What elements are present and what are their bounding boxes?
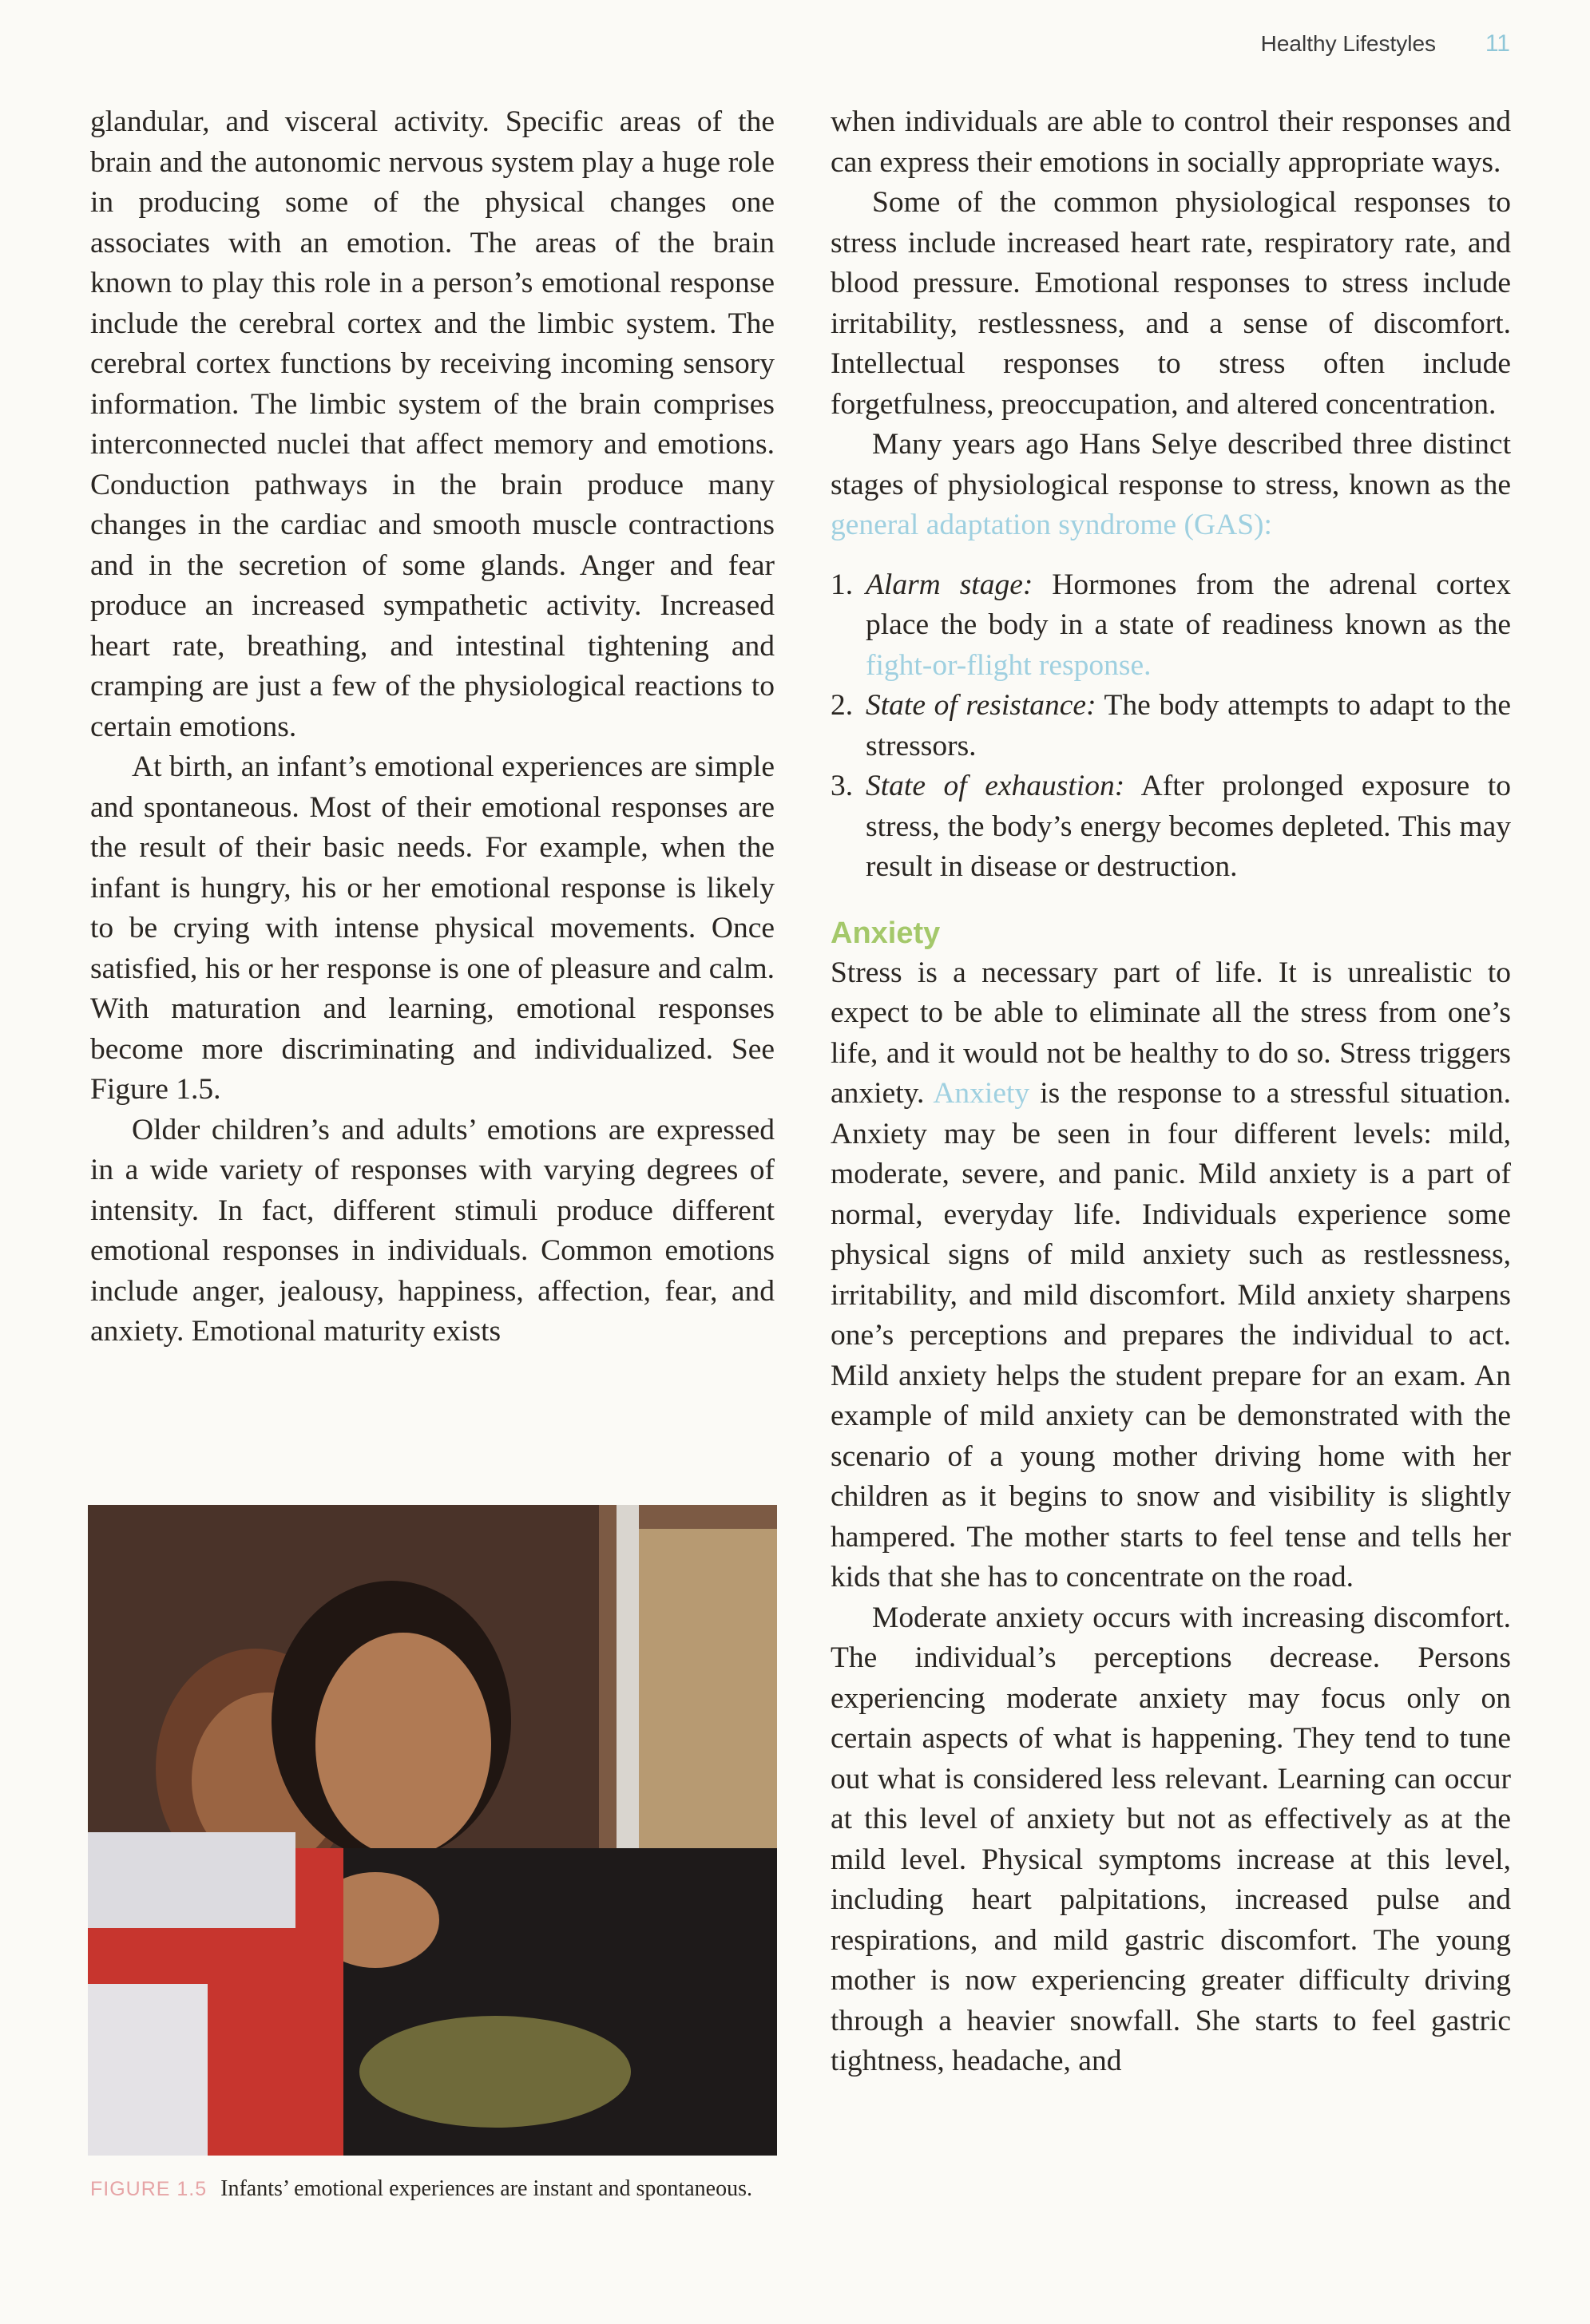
running-head-title: Healthy Lifestyles	[1260, 31, 1437, 56]
stage-name: State of resistance:	[866, 689, 1096, 722]
stage-text: After prolonged exposure to stress, the body’s energy becomes depleted. This may result in disease or destruction.	[866, 770, 1512, 883]
left-paragraph: glandular, and visceral activity. Specific areas of the brain and the autonomic nervous system play a huge role in producing some of the physical changes one associates with an emotion. The areas of the brain known to play this role in a person’s emotional response include the cerebral cortex and the limbic system. The cerebral cortex functions by receiving incoming sensory information. The limbic system of the brain comprises interconnected nuclei that affect memory and emotions. Conduction pathways in the brain produce many changes in the cardiac and smooth muscle contractions and in the secretion of some glands. Anger and fear produce an increased sympathetic activity. Increased heart rate, breathing, and intestinal tightening and cramping are just a few of the physiological reactions to certain emotions.	[90, 105, 775, 743]
key-term: Anxiety	[933, 1077, 1030, 1110]
list-item	[831, 565, 1511, 687]
section-heading: Anxiety	[831, 916, 941, 950]
paragraph-text: is the response to a stressful situation. Anxiety may be seen in four different levels: mild, moderate, severe, and panic. Mild anxiety is a part of normal, everyday life. Individuals experience some physical signs of mild anxiety such as restlessness, irritability, and mild discomfort. Mild anxiety sharpens one’s perceptions and prepares the individual to act. Mild anxiety helps the student prepare for an exam. An example of mild anxiety can be demonstrated with the scenario of a young mother driving home with her children as it begins to snow and visibility is slightly hampered. The mother starts to feel tense and tells her kids that she has to concentrate on the road.	[831, 1077, 1511, 1594]
list-number: 2.	[831, 689, 854, 722]
running-head	[1261, 30, 1510, 57]
left-paragraph: Older children’s and adults’ emotions are expressed in a wide variety of responses with varying degrees of intensity. In fact, different stimuli produce different emotional responses in individuals. Common emotions include anger, jealousy, happiness, affection, fear, and anxiety. Emotional maturity exists	[90, 1113, 775, 1348]
list-item	[831, 686, 1511, 766]
stage-text: The body attempts to adapt to the stressors.	[866, 689, 1511, 762]
figure-caption	[90, 2173, 777, 2205]
right-paragraph: Moderate anxiety occurs with increasing discomfort. The individual’s perceptions decrease. Persons experiencing moderate anxiety may focus only on certain aspects of what is happening. They tend to tune out what is considered less relevant. Learning can occur at this level of anxiety but not as effectively as at the mild level. Physical symptoms increase at this level, including heart palpitations, increased pulse and respirations, and mild gastric discomfort. The young mother is now experiencing greater difficulty driving through a heavier snowfall. She starts to feel gastric tightness, headache, and	[831, 1601, 1511, 2077]
left-column	[90, 102, 775, 1352]
stage-name: Alarm stage:	[866, 568, 1033, 601]
right-paragraph	[831, 425, 1511, 546]
figure-photo	[88, 1505, 777, 2156]
right-paragraph: when individuals are able to control their responses and can express their emotions in socially appropriate ways.	[831, 105, 1511, 179]
page-number: 11	[1485, 30, 1510, 57]
list-number: 3.	[831, 770, 854, 802]
key-term: fight-or-flight response.	[866, 648, 1152, 682]
right-paragraph	[831, 953, 1511, 1598]
list-number: 1.	[831, 568, 854, 601]
left-paragraph: At birth, an infant’s emotional experiences are simple and spontaneous. Most of their emotional responses are the result of their basic needs. For example, when the infant is hungry, his or her emotional response is likely to be crying with intense physical movements. Once satisfied, his or her response is one of pleasure and calm. With maturation and learning, emotional responses become more discriminating and individualized. See Figure 1.5.	[90, 750, 775, 1106]
figure-caption-text: Infants’ emotional experiences are instant and spontaneous.	[220, 2176, 752, 2201]
right-paragraph: Some of the common physiological responses to stress include increased heart rate, respiratory rate, and blood pressure. Emotional responses to stress include irritability, restlessness, and a sense of discomfort. Intellectual responses to stress often include forgetfulness, preoccupation, and altered concentration.	[831, 186, 1511, 421]
stage-text: Hormones from the adrenal cortex place the body in a state of readiness known as the	[866, 568, 1511, 641]
stage-list	[831, 565, 1511, 888]
stage-name: State of exhaustion:	[866, 770, 1125, 802]
paragraph-text: Stress is a necessary part of life. It is unrealistic to expect to be able to eliminate all the stress from one’s life, and it would not be healthy to do so. Stress triggers anxiety.	[831, 956, 1511, 1110]
list-item	[831, 766, 1511, 888]
mother-infant-photo	[88, 1505, 777, 2156]
right-column	[831, 102, 1511, 2082]
paragraph-text: Many years ago Hans Selye described three distinct stages of physiological response to stress, known as the	[831, 428, 1511, 501]
key-term: general adaptation syndrome (GAS):	[831, 509, 1272, 541]
figure-label: FIGURE 1.5	[90, 2178, 208, 2200]
